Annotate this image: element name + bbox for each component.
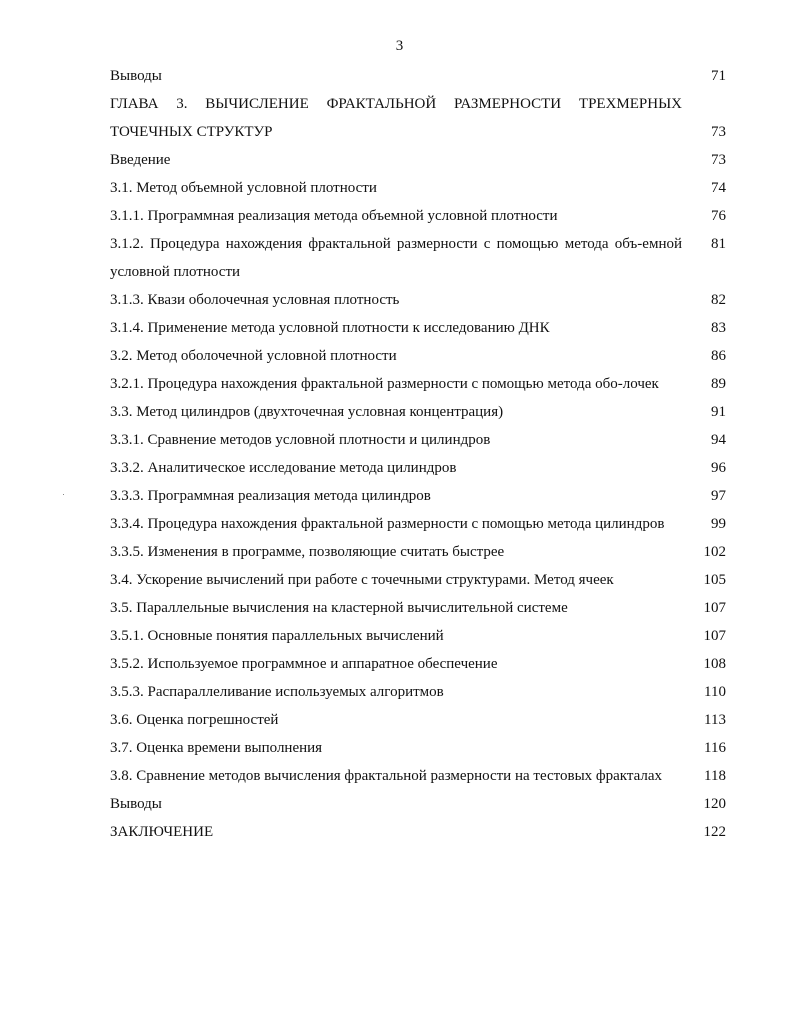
toc-entry-page: 74 (711, 180, 726, 196)
toc-entry-page: 97 (711, 488, 726, 504)
toc-entry (110, 314, 726, 342)
toc-entry (110, 818, 726, 846)
toc-entry-page: 107 (703, 600, 726, 616)
toc-entry-page: 122 (703, 824, 726, 840)
table-of-contents (110, 62, 726, 846)
toc-entry (110, 594, 726, 622)
toc-entry-title: ГЛАВА 3. ВЫЧИСЛЕНИЕ ФРАКТАЛЬНОЙ РАЗМЕРНОСТИ ТРЕХМЕРНЫХ ТОЧЕЧНЫХ СТРУКТУР (110, 96, 682, 140)
toc-chapter-entry (110, 90, 726, 146)
page-number: 3 (395, 38, 404, 54)
toc-entry-title: ЗАКЛЮЧЕНИЕ (110, 824, 214, 840)
toc-entry-title: Выводы (110, 68, 162, 84)
toc-entry-title: 3.5. Параллельные вычисления на кластерной вычислительной системе (110, 600, 568, 616)
toc-entry (110, 286, 726, 314)
toc-entry-title: 3.4. Ускорение вычислений при работе с точечными структурами. Метод ячеек (110, 572, 614, 588)
toc-entry-page: 73 (711, 124, 726, 140)
toc-entry (110, 482, 726, 510)
toc-entry-page: 102 (703, 544, 726, 560)
toc-entry-title: 3.5.2. Используемое программное и аппаратное обеспечение (110, 656, 498, 672)
toc-entry (110, 538, 726, 566)
toc-entry-title: Выводы (110, 796, 162, 812)
scan-speck (63, 494, 64, 495)
toc-entry-title: 3.2. Метод оболочечной условной плотности (110, 348, 397, 364)
toc-entry (110, 230, 726, 286)
toc-entry (110, 342, 726, 370)
toc-entry-page: 105 (703, 572, 726, 588)
toc-entry-page: 89 (711, 376, 726, 392)
toc-entry (110, 678, 726, 706)
toc-entry-title: 3.8. Сравнение методов вычисления фрактальной размерности на тестовых фракталах (110, 768, 663, 784)
toc-entry-page: 116 (704, 740, 726, 756)
toc-entry-title: 3.1.1. Программная реализация метода объемной условной плотности (110, 208, 558, 224)
toc-entry-title: 3.3. Метод цилиндров (двухточечная условная концентрация) (110, 404, 504, 420)
toc-entry-title: 3.3.2. Аналитическое исследование метода цилиндров (110, 460, 457, 476)
toc-entry (110, 370, 726, 398)
toc-entry-page: 96 (711, 460, 726, 476)
toc-entry-page: 71 (711, 68, 726, 84)
toc-entry-title: 3.1. Метод объемной условной плотности (110, 180, 377, 196)
toc-entry (110, 566, 726, 594)
toc-entry (110, 62, 726, 90)
toc-entry-title: 3.3.5. Изменения в программе, позволяющие считать быстрее (110, 544, 505, 560)
toc-entry (110, 174, 726, 202)
toc-entry-title: Введение (110, 152, 171, 168)
toc-entry-page: 110 (704, 684, 726, 700)
toc-entry-page: 120 (703, 796, 726, 812)
toc-entry-page: 118 (704, 768, 726, 784)
toc-entry-page: 113 (704, 712, 726, 728)
toc-entry-title: 3.3.3. Программная реализация метода цилиндров (110, 488, 431, 504)
toc-entry-title: 3.5.1. Основные понятия параллельных вычислений (110, 628, 444, 644)
toc-entry-page: 94 (711, 432, 726, 448)
toc-entry (110, 398, 726, 426)
toc-entry (110, 734, 726, 762)
toc-entry-page: 73 (711, 152, 726, 168)
toc-entry (110, 510, 726, 538)
toc-entry (110, 790, 726, 818)
toc-entry (110, 146, 726, 174)
toc-entry-title: 3.5.3. Распараллеливание используемых алгоритмов (110, 684, 444, 700)
toc-entry-page: 81 (711, 236, 726, 252)
toc-entry-page: 91 (711, 404, 726, 420)
toc-entry-title: 3.3.4. Процедура нахождения фрактальной размерности с помощью метода цилиндров (110, 516, 665, 532)
toc-entry-page: 83 (711, 320, 726, 336)
toc-entry (110, 706, 726, 734)
toc-entry (110, 202, 726, 230)
toc-entry-page: 76 (711, 208, 726, 224)
toc-entry (110, 426, 726, 454)
toc-entry-title: 3.1.4. Применение метода условной плотности к исследованию ДНК (110, 320, 550, 336)
toc-entry-title: 3.6. Оценка погрешностей (110, 712, 279, 728)
toc-entry-page: 99 (711, 516, 726, 532)
toc-entry (110, 622, 726, 650)
toc-entry (110, 454, 726, 482)
toc-entry-title: 3.7. Оценка времени выполнения (110, 740, 323, 756)
toc-entry-title: 3.1.3. Квази оболочечная условная плотность (110, 292, 400, 308)
toc-entry-page: 86 (711, 348, 726, 364)
toc-entry (110, 650, 726, 678)
toc-entry (110, 762, 726, 790)
toc-entry-page: 82 (711, 292, 726, 308)
toc-entry-page: 108 (703, 656, 726, 672)
toc-entry-title: 3.2.1. Процедура нахождения фрактальной размерности с помощью метода обо-лочек (110, 376, 659, 392)
toc-entry-title: 3.3.1. Сравнение методов условной плотности и цилиндров (110, 432, 491, 448)
toc-entry-page: 107 (703, 628, 726, 644)
toc-entry-title: 3.1.2. Процедура нахождения фрактальной размерности с помощью метода объ-емной условной плотности (110, 236, 682, 280)
